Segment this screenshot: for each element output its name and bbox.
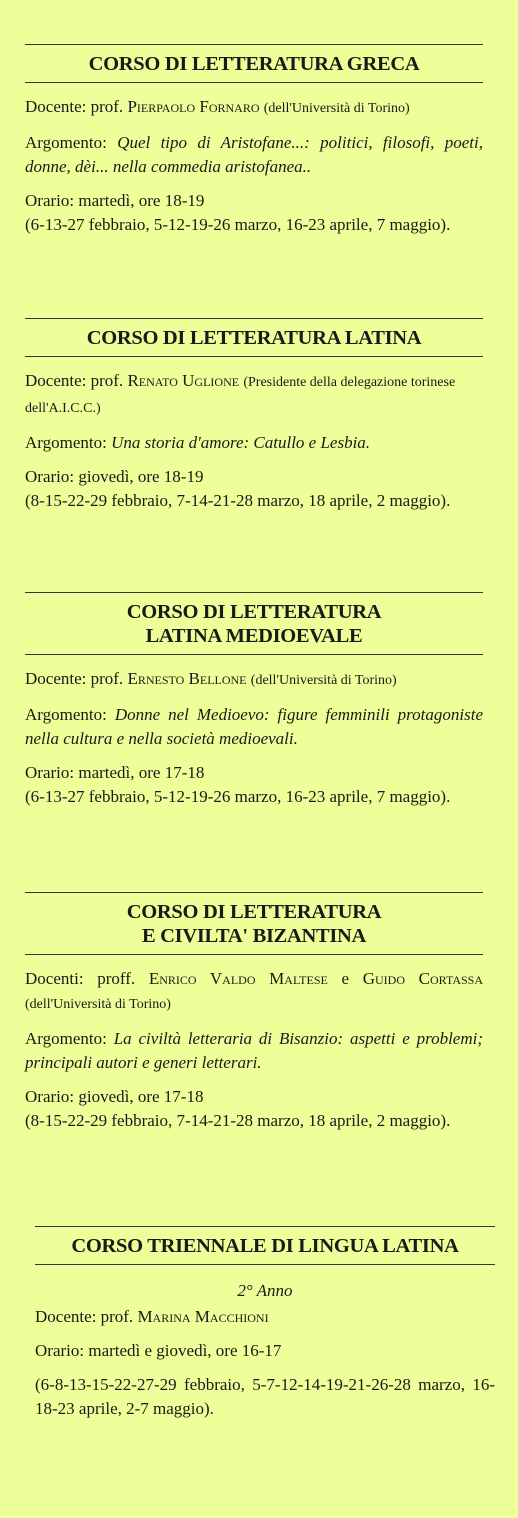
course-medieval-latin-literature <box>25 592 483 809</box>
course-title-line2: LATINA MEDIOEVALE <box>145 625 363 647</box>
docente-name: Renato Uglione <box>127 371 240 390</box>
docente-name: Ernesto Bellone <box>127 669 247 688</box>
docente-name-2: Guido Cortassa <box>362 969 484 988</box>
course-title <box>25 593 483 654</box>
argomento-line <box>25 1027 483 1075</box>
course-title-line2: E CIVILTA' BIZANTINA <box>141 925 367 947</box>
dates-line: (6-13-27 febbraio, 5-12-19-26 marzo, 16-23 aprile, 7 maggio). <box>25 215 451 234</box>
course-title: CORSO DI LETTERATURA LATINA <box>86 327 422 349</box>
docente-line <box>25 967 483 1017</box>
docente-label: Docente: prof. <box>35 1307 138 1326</box>
docente-note: (Presidente della delegazione torinese dell'A.I.C.C.) <box>25 375 456 416</box>
argomento-label: Argomento: <box>25 1029 114 1048</box>
argomento-label: Argomento: <box>25 433 112 452</box>
argomento-line <box>25 703 483 751</box>
orario-line: Orario: martedì, ore 18-19 <box>25 191 205 210</box>
argomento-text: Una storia d'amore: Catullo e Lesbia. <box>111 433 371 452</box>
orario-block <box>25 761 483 809</box>
argomento-text: Donne nel Medioevo: figure femminili protagoniste nella cultura e nella società medioevali. <box>25 705 483 748</box>
docente-line <box>25 369 483 421</box>
argomento-label: Argomento: <box>25 705 115 724</box>
argomento-line <box>25 131 483 179</box>
docente-note: (dell'Università di Torino) <box>263 101 410 116</box>
argomento-line <box>25 431 483 455</box>
docente-note: (dell'Università di Torino) <box>25 997 171 1012</box>
divider <box>25 356 483 357</box>
docente-conjunction: e <box>327 969 363 988</box>
course-byzantine-literature <box>25 892 483 1133</box>
docente-line <box>35 1305 495 1329</box>
orario-line: Orario: martedì e giovedì, ore 16-17 <box>35 1341 282 1360</box>
divider <box>25 954 483 955</box>
course-title-line1: CORSO DI LETTERATURA <box>126 601 382 623</box>
orario-line: Orario: giovedì, ore 17-18 <box>25 1087 204 1106</box>
dates-line: (6-13-27 febbraio, 5-12-19-26 marzo, 16-23 aprile, 7 maggio). <box>25 787 451 806</box>
docente-label: Docente: prof. <box>25 371 128 390</box>
docente-line <box>25 95 483 121</box>
docente-name: Pierpaolo Fornaro <box>127 97 260 116</box>
course-triennial-latin-language <box>35 1226 495 1421</box>
orario-line: Orario: martedì, ore 17-18 <box>25 763 205 782</box>
course-title-line1: CORSO DI LETTERATURA <box>126 901 382 923</box>
course-title <box>25 893 483 954</box>
course-latin-literature <box>25 318 483 513</box>
course-title: CORSO TRIENNALE DI LINGUA LATINA <box>71 1235 459 1257</box>
divider <box>25 654 483 655</box>
divider <box>35 1264 495 1265</box>
orario-line: Orario: giovedì, ore 18-19 <box>25 467 204 486</box>
docente-label: Docente: prof. <box>25 669 128 688</box>
dates-line: (6-8-13-15-22-27-29 febbraio, 5-7-12-14-19-21-26-28 marzo, 16-18-23 aprile, 2-7 maggio). <box>35 1375 495 1418</box>
docente-name: Marina Macchioni <box>137 1307 269 1326</box>
orario-block <box>25 189 483 237</box>
course-title: CORSO DI LETTERATURA GRECA <box>88 53 420 75</box>
dates-line: (8-15-22-29 febbraio, 7-14-21-28 marzo, 18 aprile, 2 maggio). <box>25 491 451 510</box>
docente-name: Enrico Valdo Maltese <box>148 969 328 988</box>
docente-label: Docenti: proff. <box>25 969 149 988</box>
docente-label: Docente: prof. <box>25 97 128 116</box>
course-greek-literature <box>25 44 483 237</box>
argomento-label: Argomento: <box>25 133 118 152</box>
dates-line: (8-15-22-29 febbraio, 7-14-21-28 marzo, 18 aprile, 2 maggio). <box>25 1111 451 1130</box>
orario-block <box>25 1085 483 1133</box>
orario-block <box>25 465 483 513</box>
argomento-text: La civiltà letteraria di Bisanzio: aspetti e problemi; principali autori e generi letterari. <box>25 1029 483 1072</box>
argomento-text: Quel tipo di Aristofane...: politici, filosofi, poeti, donne, dèi... nella commedia aristofanea.. <box>25 133 483 176</box>
anno-label: 2° Anno <box>237 1281 293 1300</box>
divider <box>25 82 483 83</box>
docente-note: (dell'Università di Torino) <box>250 673 397 688</box>
docente-line <box>25 667 483 693</box>
